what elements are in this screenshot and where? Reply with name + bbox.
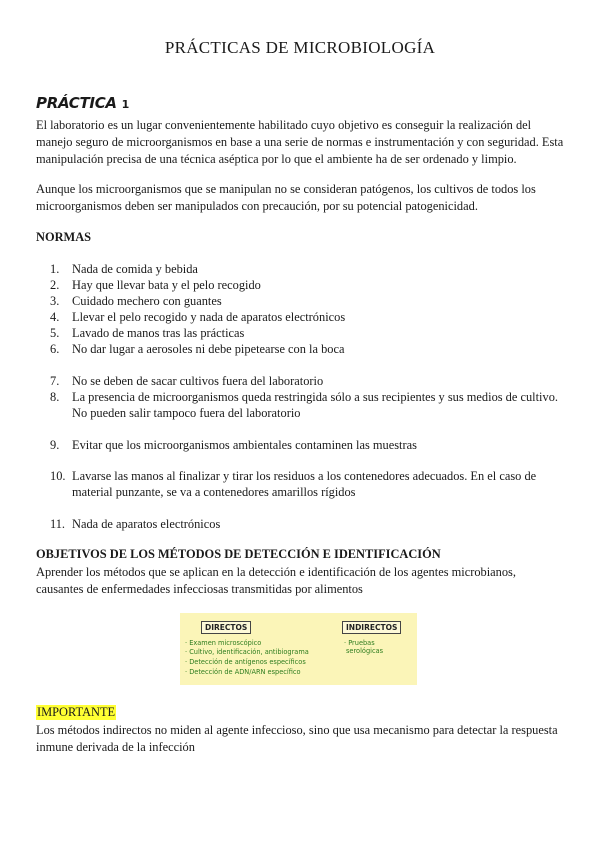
objetivos-paragraph: Aprender los métodos que se aplican en la detección e identificación de los agentes microbianos, causantes de enfermedades infecciosas transmitidas por alimentos — [36, 565, 516, 596]
indirectos-item: serológicas — [346, 647, 384, 655]
directos-item: · Detección de ADN/ARN específico — [185, 668, 301, 676]
practica-number: 1 — [121, 98, 130, 111]
document-page: PRÁCTICAS DE MICROBIOLOGÍA PRÁCTICA 1 El laboratorio es un lugar convenientemente habilitado cuyo objetivo es conseguir la realización del manejo seguro de microorganismos en base a una serie de normas e instrumentación y con seguridad. Esta manipulación precisa de una técnica aséptica por lo que el ambiente ha de ser ordenado y limpio. Aunque los microorganismos que se manipulan no se consideran patógenos, los cultivos de todos los microorganismos deben ser manipulados con precaución, por su potencial patogenicidad. NORMAS 1. Nada de comida y bebida 2. Hay que llevar bata y el pelo recogido 3. Cuidado mechero con guantes 4. Llevar el pelo recogido y nada de aparatos electrónicos 5. Lavado de manos tras las prácticas 6. No dar lugar a aerosoles ni debe pipetearse con la boca 7. No se deben de sacar cultivos fuera del laboratorio 8. La presencia de microorganismos queda restringida sólo a sus recipientes y sus medios de cultivo. No pueden salir tampoco fuera del laboratorio 9. Evitar que los microorganismos ambientales contaminen las muestras 10. Lavarse las manos al finalizar y tirar los residuos a los contenedores adecuados. En el caso de material punzante, se va a contenedores amarillos rígidos 11. Nada de aparatos electrónicos OBJETIVOS DE LOS MÉTODOS DE DETECCIÓN E IDENTIFICACIÓN Aprender los métodos que se aplican en la detección e identificación de los agentes microbianos, causantes de enfermedades infecciosas transmitidas por alimentos DIRECTOS INDIRECTOS · Examen microscópico · Cultivo, identificación, antibiograma · Detección de antígenos específicos · Detección de ADN/ARN específico · Pruebas serológicas IMPORTANTE Los métodos indirectos no miden al agente infeccioso, sino que usa mecanismo para detectar la respuesta inmune derivada de la infección — [0, 0, 600, 848]
metodos-figure — [180, 613, 417, 685]
directos-item: · Detección de antígenos específicos — [185, 658, 306, 666]
objetivos-heading: OBJETIVOS DE LOS MÉTODOS DE DETECCIÓN E IDENTIFICACIÓN — [36, 547, 441, 561]
directos-item: · Examen microscópico — [185, 639, 262, 647]
importante-paragraph: Los métodos indirectos no miden al agente infeccioso, sino que usa mecanismo para detectar la respuesta inmune derivada de la infección — [36, 723, 558, 754]
normas-heading: NORMAS — [36, 230, 92, 244]
intro-paragraph-1: El laboratorio es un lugar convenientemente habilitado cuyo objetivo es conseguir la realización del manejo seguro de microorganismos en base a una serie de normas e instrumentación y con seguridad. Esta manipulación precisa de una técnica aséptica por lo que el ambiente ha de ser ordenado y limpio. — [36, 118, 564, 166]
practica-heading — [36, 94, 129, 112]
indirectos-tag: INDIRECTOS — [342, 621, 401, 634]
indirectos-item: · Pruebas — [344, 639, 375, 647]
page-title: PRÁCTICAS DE MICROBIOLOGÍA — [164, 38, 436, 57]
directos-item: · Cultivo, identificación, antibiograma — [185, 648, 309, 656]
practica-label: PRÁCTICA — [36, 94, 117, 112]
directos-tag: DIRECTOS — [201, 621, 251, 634]
importante-label: IMPORTANTE — [37, 705, 116, 719]
intro-paragraph-2: Aunque los microorganismos que se manipulan no se consideran patógenos, los cultivos de todos los microorganismos deben ser manipulados con precaución, por su potencial patogenicidad. — [36, 182, 536, 213]
